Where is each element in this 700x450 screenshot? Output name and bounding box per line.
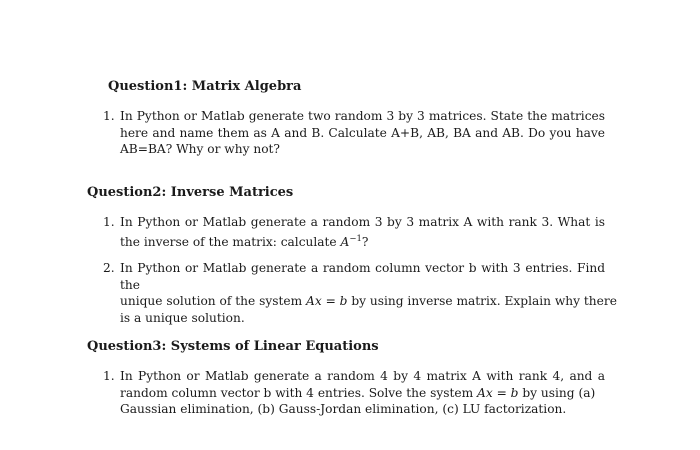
item-text-line: AB=BA? Why or why not? (120, 142, 280, 156)
item-text: random column vector b with 4 entries. Solve the system (120, 385, 478, 400)
question-1-heading: Question1: Matrix Algebra (108, 79, 302, 94)
item-text: unique solution of the system (120, 294, 307, 308)
question-1-item-1 (103, 108, 605, 158)
item-text-line: is a unique solution. (120, 310, 245, 325)
item-number: 1. (103, 109, 115, 123)
item-text-line: In Python or Matlab generate a random 3 by 3 matrix A with rank 3. What is (120, 215, 605, 229)
item-text-line: Gaussian elimination, (b) Gauss-Jordan elimination, (c) LU factorization. (120, 402, 567, 416)
item-text-line: here and name them as A and B. Calculate A+B, AB, BA and AB. Do you have (120, 125, 605, 140)
question-2-heading: Question2: Inverse Matrices (87, 185, 294, 200)
item-number: 1. (103, 369, 115, 383)
item-text: by using (a) (518, 385, 596, 400)
item-text: the inverse of the matrix: calculate (120, 234, 341, 249)
question-2-item-2 (103, 260, 617, 326)
question-3-heading: Question3: Systems of Linear Equations (87, 339, 379, 354)
item-text: ? (361, 234, 369, 249)
math-equation: Ax = b (477, 385, 519, 400)
math-superscript: −1 (349, 233, 362, 244)
question-3-item-1 (103, 368, 605, 418)
item-text-line: In Python or Matlab generate two random 3 by 3 matrices. State the matrices (120, 109, 605, 123)
item-number: 1. (103, 215, 115, 229)
item-number: 2. (103, 261, 115, 275)
item-text-line (120, 293, 617, 310)
item-text-line: In Python or Matlab generate a random column vector b with 3 entries. Find the (120, 261, 605, 292)
math-matrix-a: A (340, 234, 350, 249)
question-2-item-1 (103, 214, 605, 250)
item-text-line: In Python or Matlab generate a random 4 by 4 matrix A with rank 4, and a (120, 369, 605, 383)
math-equation: Ax = b (306, 294, 348, 308)
item-text: by using inverse matrix. Explain why there (347, 294, 617, 308)
item-text-line (120, 385, 605, 402)
item-text-line (120, 231, 605, 251)
